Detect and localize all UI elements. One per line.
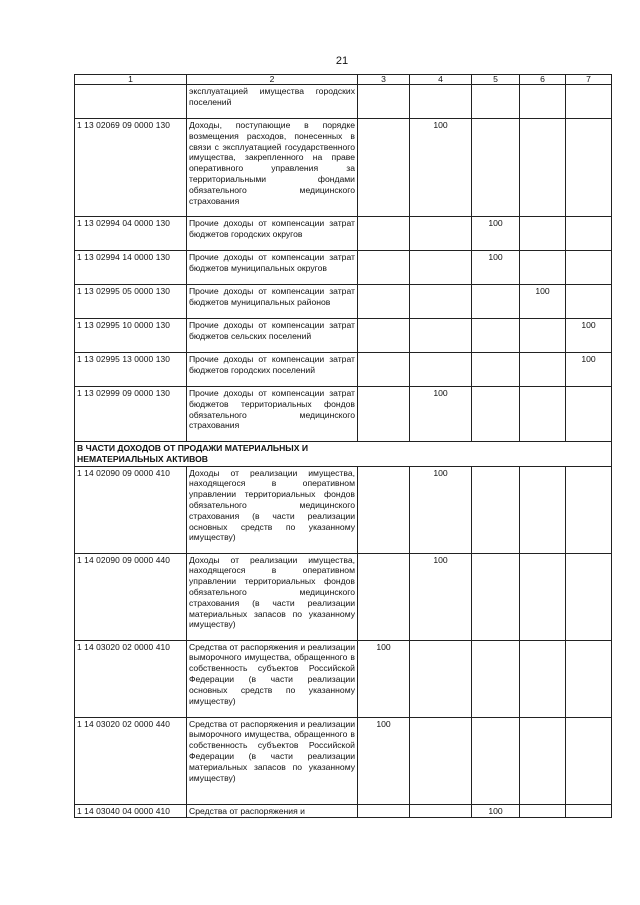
share-cell [472,319,520,353]
share-cell [472,285,520,319]
share-cell [410,717,472,804]
section-heading-row [75,442,612,467]
table-row [75,466,612,553]
revenue-name-cell: Средства от распоряжения и реализации выморочного имущества, обращенного в собственность субъектов Российской Федерации (в части реализации основных средств по указанному имуществу) [187,640,358,717]
budget-code-cell [75,85,187,119]
share-cell [410,319,472,353]
share-cell [566,217,612,251]
share-cell [566,804,612,818]
revenue-name-cell: Прочие доходы от компенсации затрат бюджетов муниципальных районов [187,285,358,319]
budget-code-cell: 1 13 02995 10 0000 130 [75,319,187,353]
share-cell [358,553,410,640]
share-cell: 100 [472,251,520,285]
share-cell [358,217,410,251]
share-cell [472,119,520,217]
revenue-name-cell: Доходы от реализации имущества, находящегося в оперативном управлении территориальных фондов обязательного медицинского страхования (в части реализации материальных запасов по указанному имуществу) [187,553,358,640]
column-number-row [75,75,612,85]
share-cell: 100 [358,717,410,804]
share-cell [472,387,520,442]
share-cell [566,387,612,442]
share-cell [410,640,472,717]
budget-code-cell: 1 13 02994 04 0000 130 [75,217,187,251]
share-cell [472,640,520,717]
column-header: 5 [472,75,520,85]
section-blank-cell [358,442,612,467]
share-cell [410,251,472,285]
share-cell [566,717,612,804]
column-header: 4 [410,75,472,85]
revenue-name-cell: Средства от распоряжения и реализации выморочного имущества, обращенного в собственность субъектов Российской Федерации (в части реализации материальных запасов по указанному имуществу) [187,717,358,804]
budget-code-cell: 1 13 02069 09 0000 130 [75,119,187,217]
revenue-name-cell: эксплуатацией имущества городских поселений [187,85,358,119]
column-header: 6 [520,75,566,85]
share-cell: 100 [410,119,472,217]
share-cell [358,285,410,319]
revenue-name-cell: Доходы от реализации имущества, находящегося в оперативном управлении территориальных фондов обязательного медицинского страхования (в части реализации основных средств по указанному имуществу) [187,466,358,553]
budget-code-cell: 1 14 03040 04 0000 410 [75,804,187,818]
budget-code-cell: 1 14 02090 09 0000 410 [75,466,187,553]
share-cell: 100 [566,319,612,353]
budget-code-cell: 1 14 02090 09 0000 440 [75,553,187,640]
revenue-name-cell: Прочие доходы от компенсации затрат бюджетов сельских поселений [187,319,358,353]
table-row [75,319,612,353]
share-cell [520,251,566,285]
table-row [75,353,612,387]
share-cell [520,466,566,553]
share-cell: 100 [410,466,472,553]
column-header: 3 [358,75,410,85]
table-row [75,387,612,442]
table-row [75,640,612,717]
share-cell: 100 [520,285,566,319]
revenue-name-cell: Прочие доходы от компенсации затрат бюджетов городских округов [187,217,358,251]
share-cell: 100 [410,387,472,442]
share-cell [472,85,520,119]
budget-code-cell: 1 13 02994 14 0000 130 [75,251,187,285]
share-cell [566,85,612,119]
share-cell [566,119,612,217]
share-cell [566,285,612,319]
share-cell [520,217,566,251]
budget-code-cell: 1 14 03020 02 0000 410 [75,640,187,717]
share-cell [520,119,566,217]
share-cell [410,85,472,119]
share-cell [520,353,566,387]
share-cell [358,119,410,217]
revenue-name-cell: Доходы, поступающие в порядке возмещения расходов, понесенных в связи с эксплуатацией государственного имущества, закрепленного на праве оперативного управления за территориальными фондами обязательного медицинского страхования [187,119,358,217]
table-row [75,119,612,217]
budget-code-cell: 1 13 02999 09 0000 130 [75,387,187,442]
budget-code-cell: 1 14 03020 02 0000 440 [75,717,187,804]
share-cell: 100 [566,353,612,387]
revenue-name-cell: Прочие доходы от компенсации затрат бюджетов территориальных фондов обязательного медицинского страхования [187,387,358,442]
share-cell [410,804,472,818]
table-row [75,285,612,319]
share-cell [410,285,472,319]
share-cell [410,353,472,387]
share-cell [520,640,566,717]
revenue-name-cell: Средства от распоряжения и [187,804,358,818]
revenue-name-cell: Прочие доходы от компенсации затрат бюджетов городских поселений [187,353,358,387]
budget-code-cell: 1 13 02995 13 0000 130 [75,353,187,387]
section-title: В ЧАСТИ ДОХОДОВ ОТ ПРОДАЖИ МАТЕРИАЛЬНЫХ И НЕМАТЕРИАЛЬНЫХ АКТИВОВ [75,442,358,467]
table-row [75,804,612,818]
column-header: 7 [566,75,612,85]
column-header: 2 [187,75,358,85]
share-cell: 100 [472,804,520,818]
revenue-distribution-table [74,74,612,818]
page-number: 21 [335,55,349,67]
share-cell [358,251,410,285]
share-cell [566,640,612,717]
share-cell: 100 [358,640,410,717]
share-cell [472,553,520,640]
table-row [75,553,612,640]
table-row [75,717,612,804]
table-row [75,217,612,251]
share-cell: 100 [410,553,472,640]
share-cell [472,353,520,387]
share-cell [520,553,566,640]
share-cell [520,804,566,818]
share-cell: 100 [472,217,520,251]
share-cell [358,387,410,442]
revenue-name-cell: Прочие доходы от компенсации затрат бюджетов муниципальных округов [187,251,358,285]
share-cell [520,717,566,804]
share-cell [566,251,612,285]
budget-code-cell: 1 13 02995 05 0000 130 [75,285,187,319]
share-cell [472,466,520,553]
share-cell [566,553,612,640]
share-cell [358,85,410,119]
share-cell [520,85,566,119]
table-row [75,85,612,119]
share-cell [358,353,410,387]
share-cell [358,466,410,553]
share-cell [520,387,566,442]
column-header: 1 [75,75,187,85]
share-cell [410,217,472,251]
share-cell [358,804,410,818]
share-cell [358,319,410,353]
share-cell [520,319,566,353]
share-cell [566,466,612,553]
share-cell [472,717,520,804]
table-row [75,251,612,285]
